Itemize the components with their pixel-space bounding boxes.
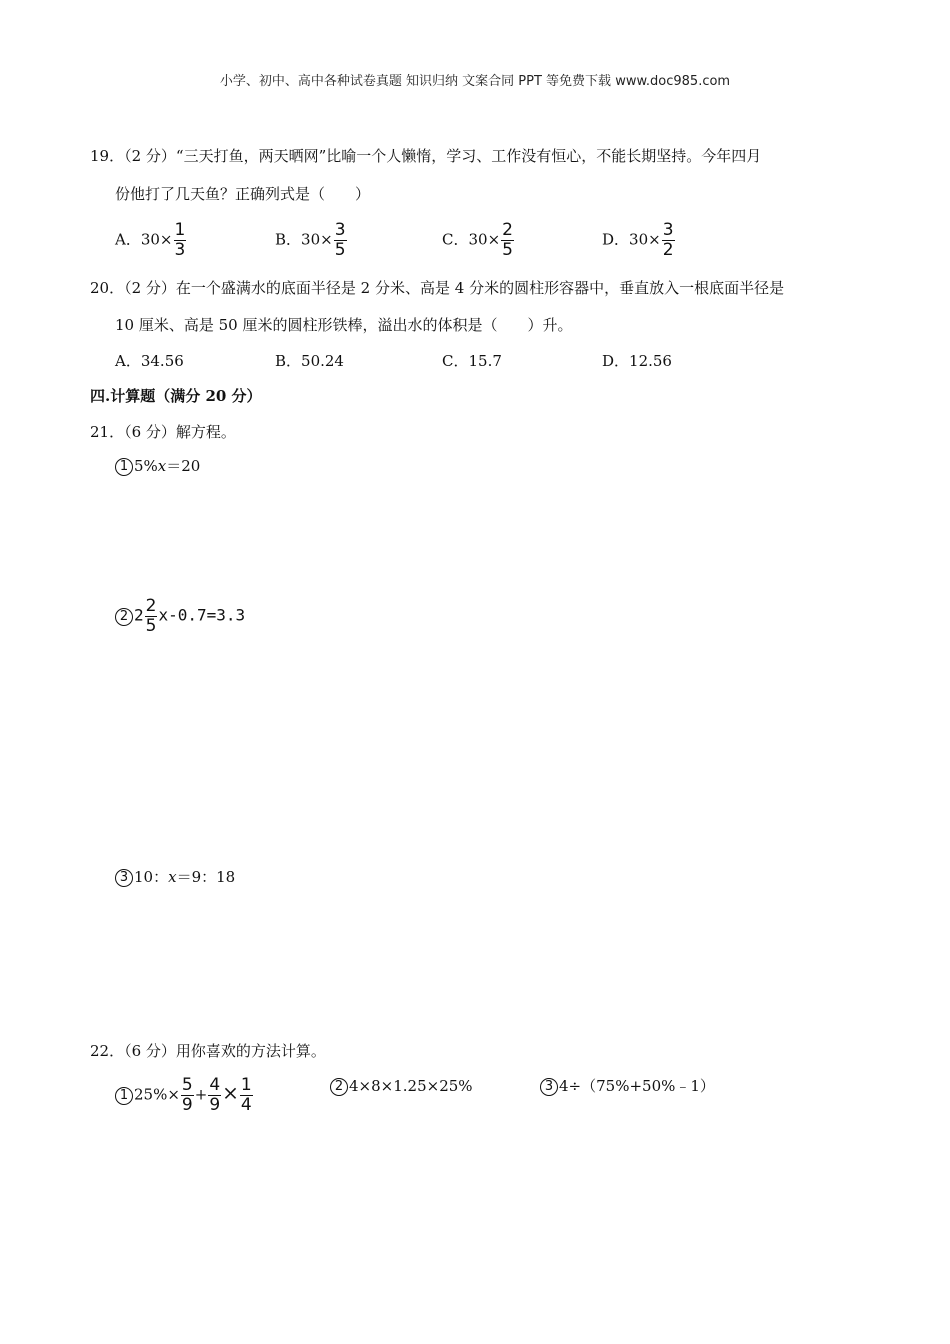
question-stem: 解方程。 <box>175 423 236 441</box>
equation-3: 3 10：x＝9：18 <box>115 867 235 887</box>
question-score: （6 分） <box>124 1042 176 1060</box>
question-number: 20． <box>90 279 125 297</box>
circled-number-1: 1 <box>115 1087 133 1105</box>
question-20-line1 <box>90 278 784 298</box>
equation-1: 1 5%x＝20 <box>115 456 200 476</box>
fraction: $\frac{4}{9}$ <box>209 1075 221 1115</box>
circled-number-3: 3 <box>540 1078 558 1096</box>
question-score: （6 分） <box>124 423 176 441</box>
fraction: $\frac{1}{4}$ <box>240 1075 252 1115</box>
question-19-option-c[interactable]: C．30× $\frac{2}{5}$ <box>442 220 513 260</box>
calculation-1: 1 25%× $\frac{5}{9}$ + $\frac{4}{9}$ × $\frac{1}{4}$ <box>115 1077 254 1114</box>
question-number: 19． <box>90 147 125 165</box>
equation-2: 2 2 $\frac{2}{5}$ x-0.7=3.3 <box>115 598 245 635</box>
calculation-2: 2 4×8×1.25×25% <box>330 1076 473 1096</box>
circled-number-2: 2 <box>115 608 133 626</box>
question-score: （2 分） <box>124 279 176 297</box>
page-header: 小学、初中、高中各种试卷真题 知识归纳 文案合同 PPT 等免费下载 www.doc985.com <box>219 74 731 89</box>
question-19-option-b[interactable]: B．30× $\frac{3}{5}$ <box>275 220 346 260</box>
question-20-option-d[interactable]: D．12.56 <box>602 352 672 370</box>
circled-number-3: 3 <box>115 869 133 887</box>
question-stem: 用你喜欢的方法计算。 <box>175 1042 326 1060</box>
circled-number-2: 2 <box>330 1078 348 1096</box>
question-19-line2: 份他打了几天鱼？正确列式是（ ） <box>115 185 371 203</box>
question-21-header <box>90 422 236 442</box>
fraction: $\frac{1}{3}$ <box>174 220 186 260</box>
question-number: 22． <box>90 1042 125 1060</box>
fraction: $\frac{5}{9}$ <box>181 1075 193 1115</box>
question-20-option-a[interactable]: A．34.56 <box>115 352 184 370</box>
question-20-option-c[interactable]: C．15.7 <box>442 352 502 370</box>
circled-number-1: 1 <box>115 458 133 476</box>
fraction: $\frac{3}{5}$ <box>334 220 346 260</box>
question-20-line2: 10 厘米、高是 50 厘米的圆柱形铁棒，溢出水的体积是（ ）升。 <box>115 316 573 334</box>
calculation-3: 3 4÷（75%+50%﹣1） <box>540 1076 715 1096</box>
question-number: 21． <box>90 423 125 441</box>
question-22-header <box>90 1041 326 1061</box>
section-title: 四.计算题（满分 20 分） <box>90 387 262 405</box>
question-20-option-b[interactable]: B．50.24 <box>275 352 344 370</box>
question-stem: 在一个盛满水的底面半径是 2 分米、高是 4 分米的圆柱形容器中，垂直放入一根底面半径是 <box>175 279 785 297</box>
fraction: $\frac{3}{2}$ <box>662 220 674 260</box>
question-19-option-d[interactable]: D．30× $\frac{3}{2}$ <box>602 220 674 260</box>
fraction: $\frac{2}{5}$ <box>145 596 157 636</box>
fraction: $\frac{2}{5}$ <box>502 220 513 260</box>
question-score: （2 分） <box>124 147 176 165</box>
question-stem: “三天打鱼，两天晒网”比喻一个人懒惰，学习、工作没有恒心，不能长期坚持。今年四月 <box>175 147 762 165</box>
question-19-option-a[interactable]: A．30× $\frac{1}{3}$ <box>115 220 186 260</box>
question-19-line1 <box>90 146 761 166</box>
